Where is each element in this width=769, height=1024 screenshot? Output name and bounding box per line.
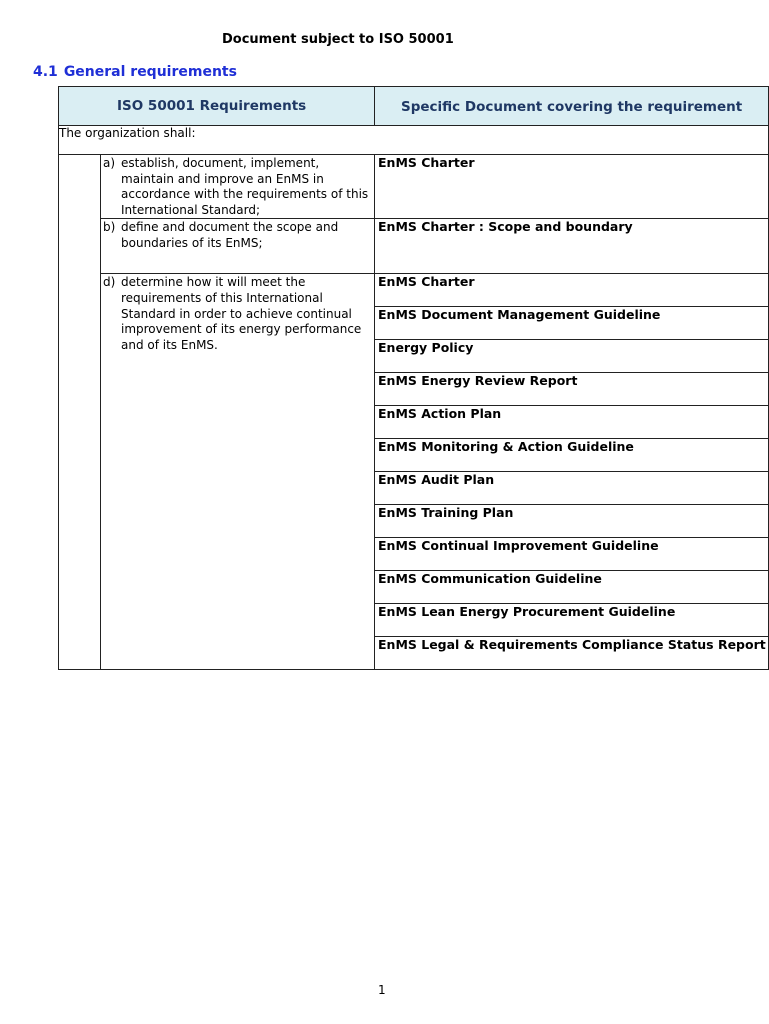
- requirement-cell: [101, 155, 375, 219]
- document-cell: EnMS Training Plan: [375, 505, 769, 538]
- indent-column: [59, 155, 101, 670]
- requirement-text: determine how it will meet the requirements of this International Standard in order to achieve continual improvement of its energy performance and of its EnMS.: [121, 275, 362, 352]
- intro-text: The organization shall:: [59, 126, 769, 155]
- document-header-text: Document subject to ISO 50001: [222, 32, 454, 47]
- requirement-letter: b): [103, 220, 116, 235]
- requirement-cell: [101, 219, 375, 274]
- requirement-item: [101, 155, 374, 218]
- document-cell: EnMS Document Management Guideline: [375, 307, 769, 340]
- requirement-item: [101, 219, 374, 251]
- section-heading: [33, 64, 237, 80]
- requirement-letter: d): [103, 275, 116, 290]
- table-row: [59, 219, 769, 274]
- section-title: General requirements: [63, 64, 237, 80]
- requirements-table: [58, 86, 769, 670]
- header-iso-requirements: ISO 50001 Requirements: [59, 87, 375, 126]
- document-cell: EnMS Monitoring & Action Guideline: [375, 439, 769, 472]
- table-row: [59, 155, 769, 219]
- document-cell: EnMS Legal & Requirements Compliance Status Report: [375, 637, 769, 670]
- document-header: [222, 31, 482, 47]
- document-cell: EnMS Charter: [375, 274, 769, 307]
- document-cell: EnMS Energy Review Report: [375, 373, 769, 406]
- document-cell: EnMS Action Plan: [375, 406, 769, 439]
- document-cell: EnMS Lean Energy Procurement Guideline: [375, 604, 769, 637]
- requirement-letter: a): [103, 156, 116, 170]
- requirement-text: define and document the scope and boundaries of its EnMS;: [121, 220, 339, 250]
- page-number-text: 1: [378, 983, 386, 997]
- document-cell: EnMS Charter: [375, 155, 769, 219]
- table-row: [59, 274, 769, 307]
- requirement-cell: [101, 274, 375, 670]
- document-cell: EnMS Communication Guideline: [375, 571, 769, 604]
- requirement-text: establish, document, implement, maintain and improve an EnMS in accordance with the requirements of this International Standard;: [121, 156, 369, 217]
- requirement-item: [101, 274, 374, 353]
- header-specific-document: Specific Document covering the requirement: [375, 87, 769, 126]
- document-cell: Energy Policy: [375, 340, 769, 373]
- document-cell: EnMS Charter : Scope and boundary: [375, 219, 769, 274]
- table-header-row: [59, 87, 769, 126]
- document-cell: EnMS Audit Plan: [375, 472, 769, 505]
- page-number: [378, 983, 388, 997]
- intro-row: [59, 126, 769, 155]
- section-number: 4.1: [33, 64, 58, 80]
- document-cell: EnMS Continual Improvement Guideline: [375, 538, 769, 571]
